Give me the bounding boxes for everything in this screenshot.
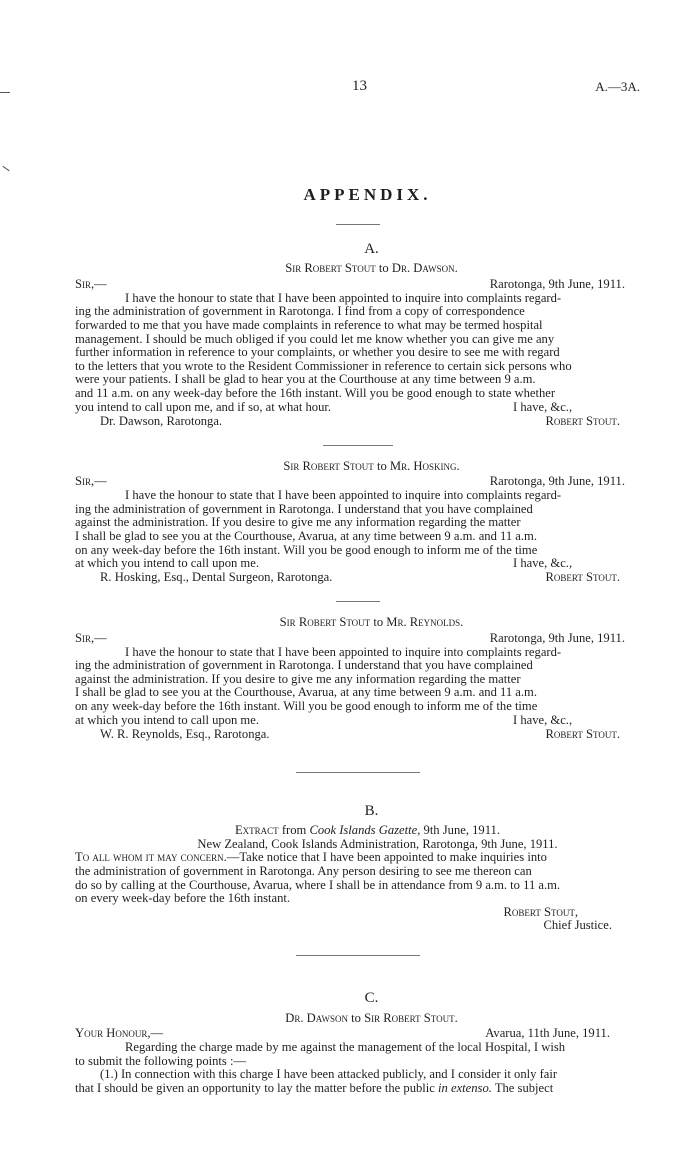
section-divider [296,955,420,956]
addressee: W. R. Reynolds, Esq., Rarotonga. [100,726,270,741]
page-header [0,80,700,100]
salutation: Your Honour,— [75,1026,164,1041]
letter-heading: Dr. Dawson to Sir Robert Stout. [285,1010,458,1025]
letter-body: I have the honour to state that I have been appointed to inquire into complaints regard- ing the administration of government in Rarotonga. I find from a copy of correspondence forwarded to me that you have made complaints in reference to what may be termed hospital management. I should be much obliged if you could let me know whether you can give me any further information in reference to your complaints, or whether you desire to see me with regard to the letters that you wrote to the Resident Commissioner in reference to certain sick persons who were your patients. I shall be glad to hear you at the Courthouse at any time between 9 a.m. and 11 a.m. on any week-day before the 16th instant. Will you be good enough to state whether you intend to call upon me, and if so, at what hour. I have, &c., [75,290,573,414]
salutation-line [75,278,640,292]
signature-line [75,728,640,742]
signature-line [75,415,640,429]
salutation-line [75,1027,640,1041]
extract-heading: Extract from Cook Islands Gazette, 9th June, 1911. [234,823,501,838]
divider [336,224,380,225]
salutation: Sir,— [75,276,107,291]
closing: I have, &c., [513,556,573,571]
addressee: R. Hosking, Esq., Dental Surgeon, Rarotonga. [100,570,333,585]
salutation-line [75,632,640,646]
letter-heading: Sir Robert Stout to Dr. Dawson. [285,261,458,276]
letter-body: I have the honour to state that I have been appointed to inquire into complaints regard- ing the administration of government in Rarotonga. I understand that you have complained against the administration. If you desire to give me any information regarding the matter I shall be glad to see you at the Courthouse, Avarua, at any time between 9 a.m. and 11 a.m. on any week-day before the 16th instant. Will you be good enough to inform me of the time at which you intend to call upon me. I have, &c., [75,644,573,727]
place-date: Rarotonga, 9th June, 1911. [489,276,625,291]
signature-title: Chief Justice. [543,918,612,933]
signature-line [75,571,640,585]
signature: Robert Stout. [545,413,620,428]
scan-edge-mark [2,166,9,171]
place-date: Rarotonga, 9th June, 1911. [489,474,625,489]
addressee: Dr. Dawson, Rarotonga. [100,413,223,428]
signature: Robert Stout, [503,904,578,919]
letter-stout-to-hosking [75,460,640,586]
signature: Robert Stout. [545,726,620,741]
appendix-title: APPENDIX. [303,185,432,204]
place-date: Rarotonga, 9th June, 1911. [489,630,625,645]
salutation: Sir,— [75,630,107,645]
salutation: Sir,— [75,474,107,489]
gazette-extract [75,802,640,933]
letter-stout-to-dawson [75,240,640,429]
letter-body: I have the honour to state that I have been appointed to inquire into complaints regard- ing the administration of government in Rarotonga. I understand that you have complained against the administration. If you desire to give me any information regarding the matter I shall be glad to see you at the Courthouse, Avarua, at any time between 9 a.m. and 11 a.m. on any week-day before the 16th instant. Will you be good enough to inform me of the time at which you intend to call upon me. I have, &c., [75,488,573,571]
closing: I have, &c., [513,712,573,727]
notice-body: To all whom it may concern.—Take notice that I have been appointed to make inquiries into the administration of government in Rarotonga. Any person desiring to see me thereon can do so by calling at the Courthouse, Avarua, where I shall be in attendance from 9 a.m. to 11 a.m. on every week-day before the 16th instant. [75,850,561,906]
place-date: Avarua, 11th June, 1911. [485,1026,610,1041]
section-divider [296,772,420,773]
letter-stout-to-reynolds [75,616,640,742]
divider [336,601,380,602]
letter-body: Regarding the charge made by me against the management of the local Hospital, I wish to submit the following points :— (1.) In connection with this charge I have been attacked publicly, and I consider it only fair that I should be given an opportunity to lay the matter before the public in extenso. The subject [75,1040,566,1095]
signature: Robert Stout. [545,570,620,585]
extract-subline: New Zealand, Cook Islands Administration, Rarotonga, 9th June, 1911. [197,836,558,851]
section-label: A. [364,240,379,257]
page-number: 13 [352,78,367,94]
section-label: C. [364,990,379,1006]
letter-heading: Sir Robert Stout to Mr. Hosking. [283,458,460,473]
letter-heading: Sir Robert Stout to Mr. Reynolds. [279,615,464,630]
document-body [75,185,640,1096]
document-reference: A.—3A. [595,79,640,94]
section-label: B. [364,802,379,819]
divider [323,445,393,446]
salutation-line [75,475,640,489]
letter-dawson-to-stout [75,992,640,1096]
closing: I have, &c., [513,399,573,414]
